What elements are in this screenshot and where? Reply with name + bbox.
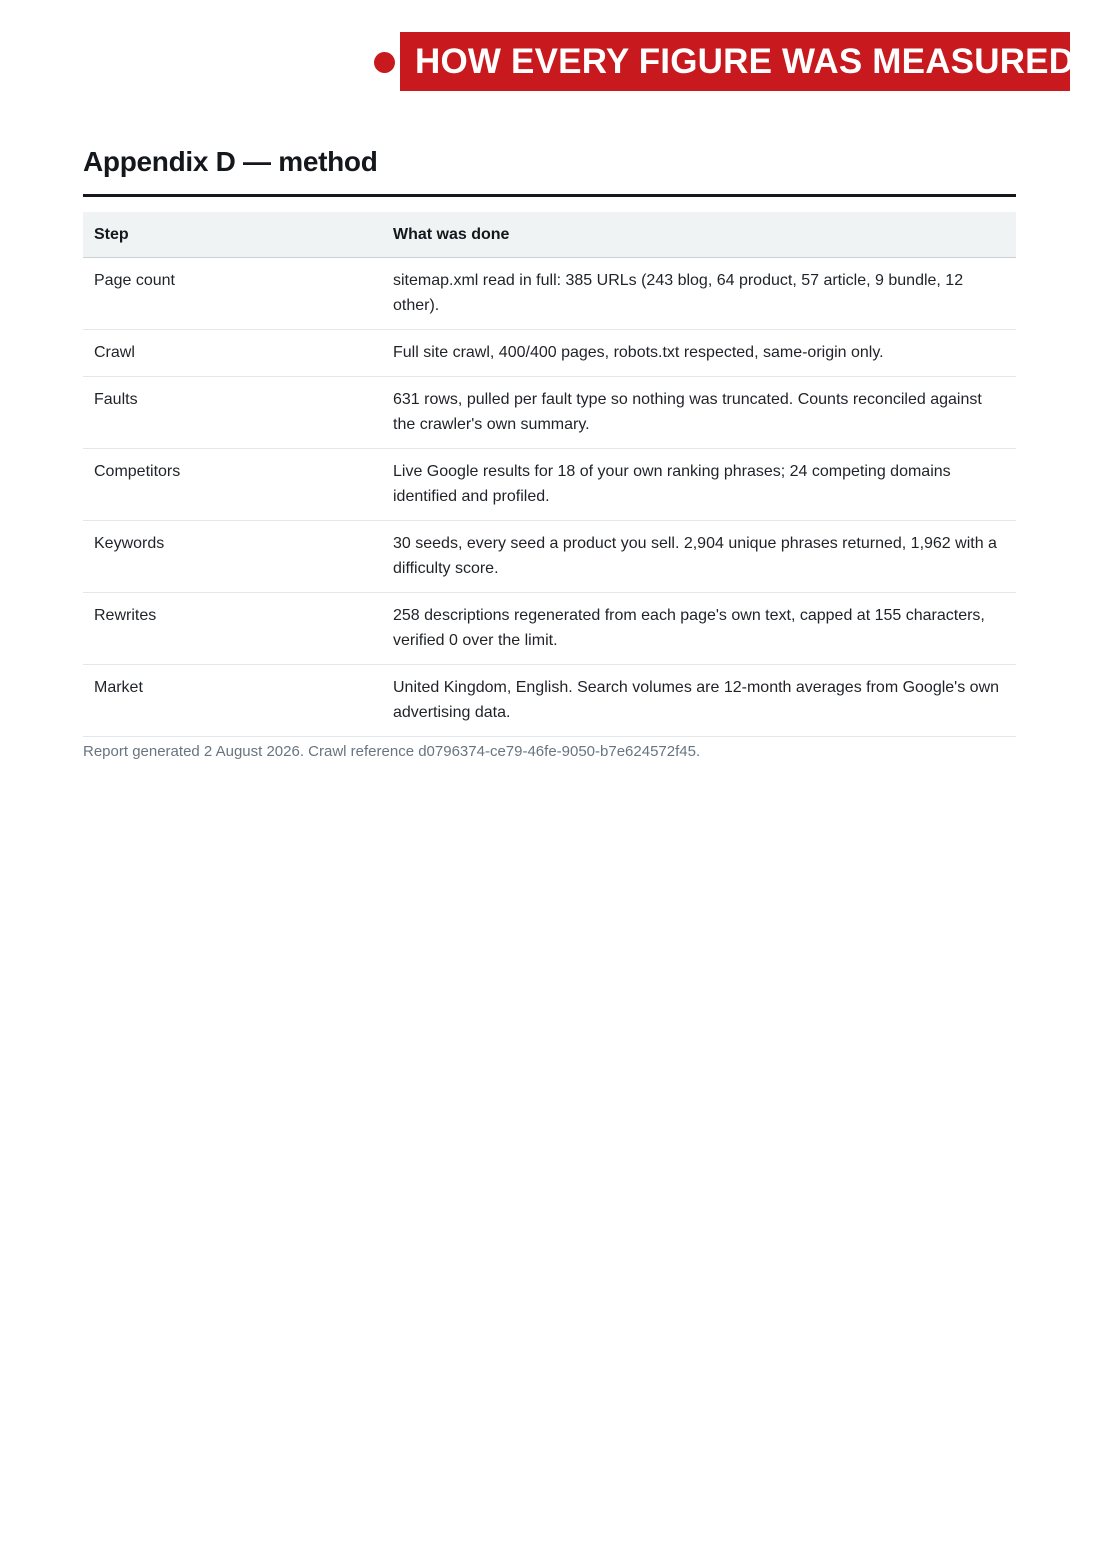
banner-title: HOW EVERY FIGURE WAS MEASURED: [415, 41, 1075, 81]
row-detail: 30 seeds, every seed a product you sell. 2,904 unique phrases returned, 1,962 with a difficulty score.: [382, 520, 1016, 592]
table-row: [83, 592, 1016, 664]
section-banner: [400, 32, 1075, 91]
table-row: [83, 257, 1016, 329]
row-step: Rewrites: [83, 592, 382, 664]
table-header-row: [83, 212, 1016, 257]
table-row: [83, 376, 1016, 448]
method-table: [83, 212, 1016, 737]
row-step: Keywords: [83, 520, 382, 592]
row-step: Competitors: [83, 448, 382, 520]
row-detail: 631 rows, pulled per fault type so nothing was truncated. Counts reconciled against the crawler's own summary.: [382, 376, 1016, 448]
row-detail: 258 descriptions regenerated from each page's own text, capped at 155 characters, verified 0 over the limit.: [382, 592, 1016, 664]
banner-bullet-dot: [374, 52, 395, 73]
table-row: [83, 520, 1016, 592]
row-detail: Full site crawl, 400/400 pages, robots.txt respected, same-origin only.: [382, 329, 1016, 376]
row-step: Page count: [83, 257, 382, 329]
table-row: [83, 329, 1016, 376]
row-detail: Live Google results for 18 of your own ranking phrases; 24 competing domains identified and profiled.: [382, 448, 1016, 520]
row-detail: United Kingdom, English. Search volumes are 12-month averages from Google's own advertising data.: [382, 664, 1016, 736]
row-detail: sitemap.xml read in full: 385 URLs (243 blog, 64 product, 57 article, 9 bundle, 12 other).: [382, 257, 1016, 329]
row-step: Market: [83, 664, 382, 736]
row-step: Faults: [83, 376, 382, 448]
table-row: [83, 664, 1016, 736]
title-divider: [83, 194, 1016, 197]
column-header-what-was-done: What was done: [382, 212, 1016, 257]
row-step: Crawl: [83, 329, 382, 376]
report-footnote: Report generated 2 August 2026. Crawl reference d0796374-ce79-46fe-9050-b7e624572f45.: [83, 743, 701, 760]
page-title: Appendix D — method: [83, 146, 378, 177]
table-row: [83, 448, 1016, 520]
column-header-step: Step: [83, 212, 382, 257]
